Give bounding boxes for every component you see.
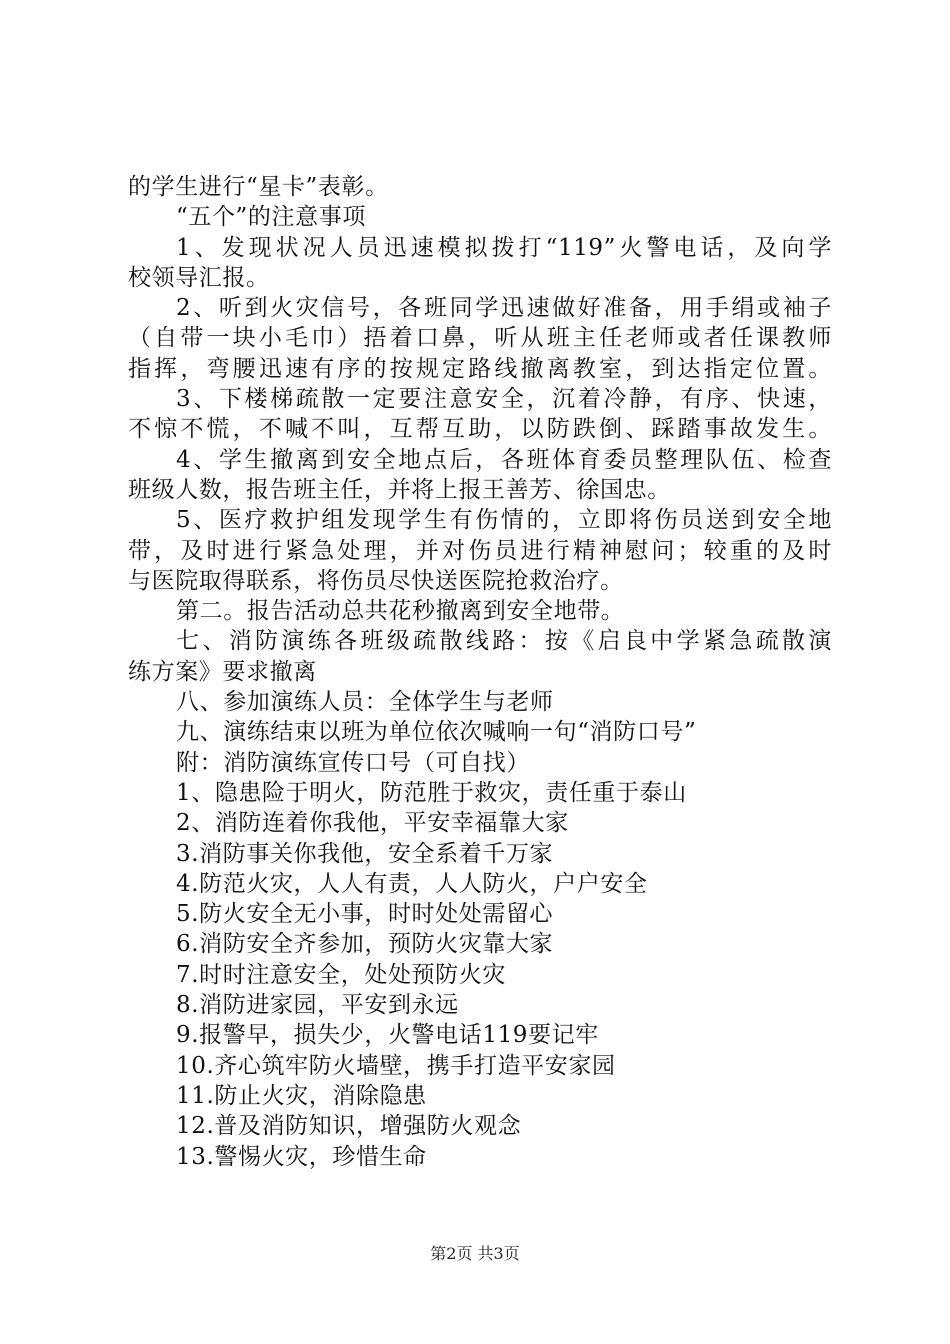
text-line: 6.消防安全齐参加，预防火灾靠大家 <box>176 931 554 958</box>
text-line: 校领导汇报。 <box>128 264 270 291</box>
text-line: （自带一块小毛巾）捂着口鼻，听从班主任老师或者任课教师 <box>128 325 832 352</box>
text-line: 5.防火安全无小事，时时处处需留心 <box>176 901 554 928</box>
text-line: 3、下楼梯疏散一定要注意安全，沉着冷静，有序、快速， <box>176 386 832 413</box>
text-line: 1、隐患险于明火，防范胜于救灾，责任重于泰山 <box>176 779 687 806</box>
text-line: 2、消防连着你我他，平安幸福靠大家 <box>176 810 569 837</box>
text-line: 与医院取得联系，将伤员尽快送医院抢救治疗。 <box>128 567 624 594</box>
text-line: 12.普及消防知识，增强防火观念 <box>176 1113 522 1140</box>
text-line: 5、医疗救护组发现学生有伤情的，立即将伤员送到安全地 <box>176 507 832 534</box>
text-line: “五个”的注意事项 <box>176 204 366 231</box>
text-line: 4.防范火灾，人人有责，人人防火，户户安全 <box>176 870 648 897</box>
text-line: 1、发现状况人员迅速模拟拨打“119”火警电话，及向学 <box>176 234 832 261</box>
text-line: 的学生进行“星卡”表彰。 <box>128 174 389 200</box>
text-line: 七、消防演练各班级疏散线路：按《启良中学紧急疏散演 <box>176 628 832 655</box>
text-line: 不惊不慌，不喊不叫，互帮互助，以防跌倒、踩踏事故发生。 <box>128 416 832 443</box>
text-line: 9.报警早，损失少，火警电话119要记牢 <box>176 1022 599 1049</box>
text-line: 附：消防演练宣传口号（可自找） <box>176 749 530 776</box>
text-line: 练方案》要求撤离 <box>128 658 317 685</box>
text-line: 7.时时注意安全，处处预防火灾 <box>176 961 506 988</box>
text-line: 指挥，弯腰迅速有序的按规定路线撤离教室，到达指定位置。 <box>128 355 832 382</box>
text-line: 8.消防进家园，平安到永远 <box>176 992 459 1019</box>
text-line: 八、参加演练人员：全体学生与老师 <box>176 689 554 716</box>
text-line: 带，及时进行紧急处理，并对伤员进行精神慰问；较重的及时 <box>128 537 832 564</box>
text-line: 11.防止火灾，消除隐患 <box>176 1082 427 1109</box>
page-footer: 第2页 共3页 <box>430 1244 520 1263</box>
text-line: 13.警惕火灾，珍惜生命 <box>176 1143 427 1170</box>
text-line: 班级人数，报告班主任，并将上报王善芳、徐国忠。 <box>128 476 671 503</box>
text-line: 3.消防事关你我他，安全系着千万家 <box>176 840 554 867</box>
text-line: 4、学生撤离到安全地点后，各班体育委员整理队伍、检查 <box>176 446 832 473</box>
text-line: 10.齐心筑牢防火墙壁，携手打造平安家园 <box>176 1052 616 1079</box>
document-body <box>128 172 832 1172</box>
text-line: 2、听到火灾信号，各班同学迅速做好准备，用手绢或袖子 <box>176 295 832 322</box>
text-line: 九、演练结束以班为单位依次喊响一句“消防口号” <box>176 719 697 746</box>
text-line: 第二。报告活动总共花秒撤离到安全地带。 <box>176 598 625 625</box>
